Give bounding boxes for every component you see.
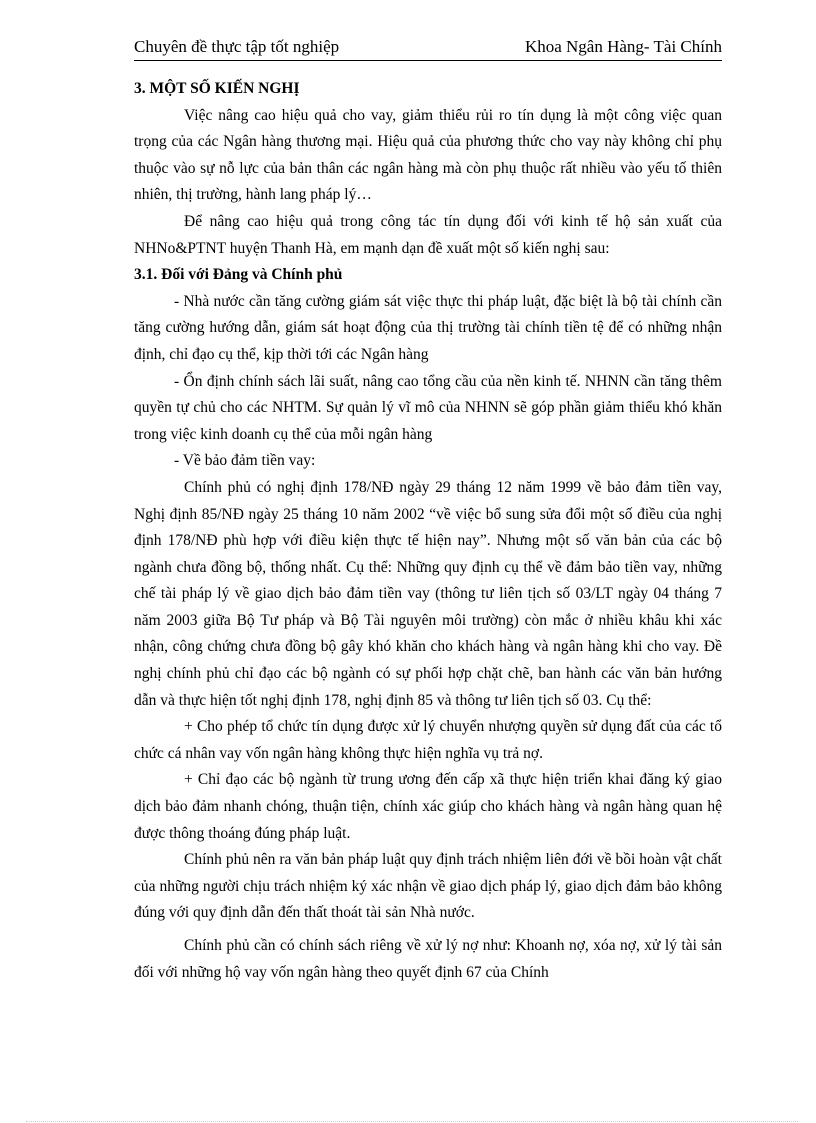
subsection-title: 3.1. Đối với Đảng và Chính phủ xyxy=(134,266,343,284)
paragraph: Để nâng cao hiệu quả trong công tác tín dụng đối với kinh tế hộ sản xuất của NHNo&PTNT huyện Thanh Hà, em mạnh dạn đề xuất một số kiến nghị sau: xyxy=(134,212,722,257)
paragraph: Chính phủ cần có chính sách riêng về xử lý nợ như: Khoanh nợ, xóa nợ, xử lý tài sản đối với những hộ vay vốn ngân hàng theo quyết định 67 của Chính xyxy=(134,937,722,981)
header-left-title: Chuyên đề thực tập tốt nghiệp xyxy=(134,37,340,56)
paragraph: Chính phủ có nghị định 178/NĐ ngày 29 tháng 12 năm 1999 về bảo đảm tiền vay, Nghị định 85/NĐ ngày 25 tháng 10 năm 2002 “về việc bổ sung sửa đổi một số điều của nghị định 178/NĐ phù hợp với điều kiện thực tế hiện nay”. Nhưng một số văn bản của các bộ ngành chưa đồng bộ, thống nhất. Cụ thể: Những quy định cụ thể về đảm bảo tiền vay, những chế tài pháp lý về giao dịch bảo đảm tiền vay (thông tư liên tịch số 03/LT ngày 04 tháng 7 năm 2003 giữa Bộ Tư pháp và Bộ Tài nguyên môi trường) còn mắc ở nhiều khâu khi xác nhận, công chứng chưa đồng bộ gây khó khăn cho khách hàng và ngân hàng khi cho vay. Đề nghị chính phủ chỉ đạo các bộ ngành có sự phối hợp chặt chẽ, ban hành các văn bản hướng dẫn và thực hiện tốt nghị định 178, nghị định 85 và thông tư liên tịch số 03. Cụ thể: xyxy=(134,478,722,709)
list-item: - Về bảo đảm tiền vay: xyxy=(174,452,316,470)
section-title: 3. MỘT SỐ KIẾN NGHỊ xyxy=(134,80,300,97)
page-bottom-divider xyxy=(26,1121,798,1122)
document-body xyxy=(134,76,722,986)
paragraph: + Cho phép tổ chức tín dụng được xử lý chuyển nhượng quyền sử dụng đất của các tổ chức cá nhân vay vốn ngân hàng không thực hiện nghĩa vụ trả nợ. xyxy=(134,718,722,762)
paragraph: Việc nâng cao hiệu quả cho vay, giảm thiểu rủi ro tín dụng là một công việc quan trọng của các Ngân hàng thương mại. Hiệu quả của phương thức cho vay này không chỉ phụ thuộc vào sự nỗ lực của bản thân các ngân hàng mà còn phụ thuộc rất nhiều vào yếu tố thiên nhiên, thị trường, hành lang pháp lý… xyxy=(134,106,722,204)
header-right-title: Khoa Ngân Hàng- Tài Chính xyxy=(524,37,722,56)
page-header xyxy=(134,36,722,61)
paragraph: + Chỉ đạo các bộ ngành từ trung ương đến cấp xã thực hiện triển khai đăng ký giao dịch bảo đảm nhanh chóng, thuận tiện, chính xác giúp cho khách hàng và ngân hàng quan hệ được thông thoáng đúng pháp luật. xyxy=(134,771,722,842)
list-item: - Ổn định chính sách lãi suất, nâng cao tổng cầu của nền kinh tế. NHNN cần tăng thêm quyền tự chủ cho các NHTM. Sự quản lý vĩ mô của NHNN sẽ góp phần giảm thiểu khó khăn trong việc kinh doanh cụ thể của mỗi ngân hàng xyxy=(134,372,722,443)
list-item: - Nhà nước cần tăng cường giám sát việc thực thi pháp luật, đặc biệt là bộ tài chính cần tăng cường hướng dẫn, giám sát hoạt động của thị trường tài chính tiền tệ để có những nhận định, chỉ đạo cụ thể, kịp thời tới các Ngân hàng xyxy=(134,292,722,363)
paragraph: Chính phủ nên ra văn bản pháp luật quy định trách nhiệm liên đới về bồi hoàn vật chất của những người chịu trách nhiệm ký xác nhận về giao dịch pháp lý, giao dịch đảm bảo không đúng với quy định dẫn đến thất thoát tài sản Nhà nước. xyxy=(134,851,722,922)
